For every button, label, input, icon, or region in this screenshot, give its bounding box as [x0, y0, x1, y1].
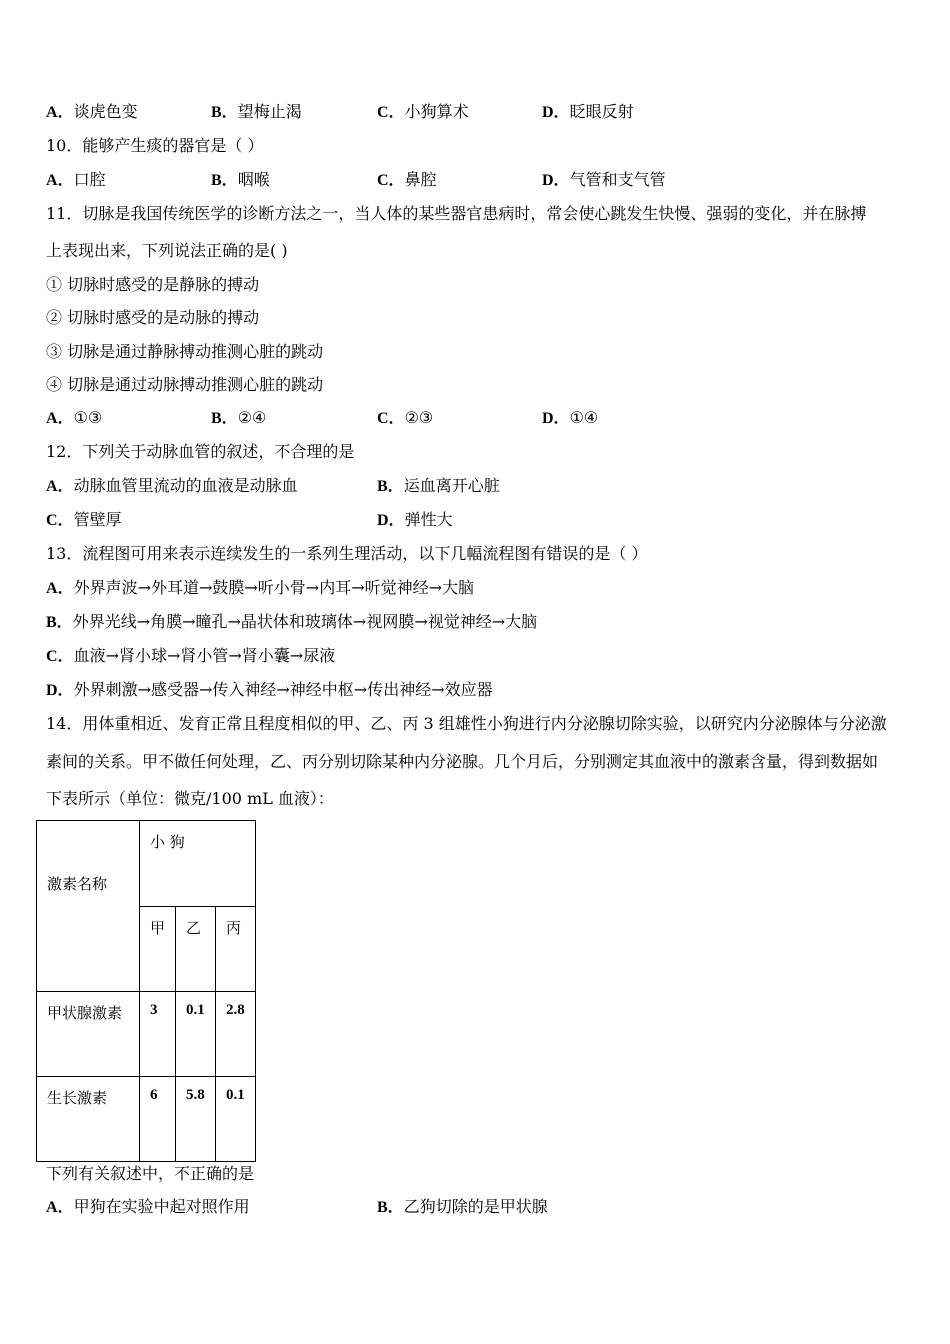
- q11-statement-2: ② 切脉时感受的是动脉的搏动: [46, 308, 260, 327]
- q11-option-b-text: ②④: [237, 408, 267, 427]
- row-thyroid-name: 甲状腺激素: [47, 1004, 123, 1022]
- q14-option-a[interactable]: [46, 1197, 250, 1218]
- q12-option-c-text: 管壁厚: [73, 510, 122, 529]
- q12-option-d[interactable]: [377, 510, 453, 531]
- table-subheader-yi: 乙: [186, 918, 202, 937]
- table-header-group-text: 小 狗: [150, 833, 185, 851]
- row-growth-bing: 0.1: [226, 1087, 245, 1103]
- q10-option-c[interactable]: [377, 170, 437, 191]
- q9-option-c[interactable]: [377, 102, 469, 123]
- q11-option-b-letter: B．: [211, 410, 238, 427]
- q12-stem: 12．下列关于动脉血管的叙述，不合理的是: [46, 442, 355, 461]
- q9-option-d-letter: D．: [542, 104, 570, 121]
- row-thyroid-jia: 3: [150, 1002, 158, 1018]
- q12-option-b-letter: B．: [377, 478, 404, 495]
- table-cell: [37, 992, 140, 1077]
- table-subheader-cell: [176, 906, 216, 992]
- q13-stem: 13．流程图可用来表示连续发生的一系列生理活动，以下几幅流程图有错误的是（ ）: [46, 544, 648, 563]
- q13-option-c-letter: C．: [46, 648, 74, 665]
- q10-stem: 10．能够产生痰的器官是（ ）: [46, 136, 264, 155]
- q12-option-c-letter: C．: [46, 512, 74, 529]
- q13-option-a-text: 外界声波→外耳道→鼓膜→听小骨→内耳→听觉神经→大脑: [73, 578, 475, 597]
- row-thyroid-yi: 0.1: [186, 1002, 205, 1018]
- q10-option-d[interactable]: [542, 170, 666, 191]
- q10-option-a[interactable]: [46, 170, 106, 191]
- q11-option-c-letter: C．: [377, 410, 405, 427]
- table-header-hormone-name-text: 激素名称: [47, 875, 108, 893]
- q10-option-b-text: 咽喉: [237, 170, 270, 189]
- q14-stem-line3: 下表所示（单位：微克/100 mL 血液）：: [46, 789, 334, 808]
- hormone-table: [36, 820, 256, 1162]
- table-subheader-bing: 丙: [226, 918, 242, 937]
- q13-option-b-text: 外界光线→角膜→瞳孔→晶状体和玻璃体→视网膜→视觉神经→大脑: [72, 612, 538, 631]
- table-cell: [176, 1077, 216, 1162]
- q12-option-d-text: 弹性大: [404, 510, 453, 529]
- q12-option-b-text: 运血离开心脏: [403, 476, 500, 495]
- q9-option-a-text: 谈虎色变: [73, 102, 138, 121]
- q9-option-a-letter: A．: [46, 104, 74, 121]
- q13-option-c-text: 血液→肾小球→肾小管→肾小囊→尿液: [73, 646, 336, 665]
- q13-option-a-letter: A．: [46, 580, 74, 597]
- q13-option-a[interactable]: [46, 578, 474, 599]
- q10-option-c-letter: C．: [377, 172, 405, 189]
- q9-option-d[interactable]: [542, 102, 634, 123]
- table-row: [37, 1077, 256, 1162]
- q11-option-a-text: ①③: [73, 408, 103, 427]
- q9-option-c-text: 小狗算术: [404, 102, 469, 121]
- q9-option-d-text: 眨眼反射: [569, 102, 634, 121]
- q14-option-b[interactable]: [377, 1197, 548, 1218]
- q9-option-b-text: 望梅止渴: [237, 102, 302, 121]
- q9-option-b-letter: B．: [211, 104, 238, 121]
- q11-option-b[interactable]: [211, 408, 266, 429]
- q11-statement-3: ③ 切脉是通过静脉搏动推测心脏的跳动: [46, 342, 324, 361]
- table-subheader-cell: [216, 906, 256, 992]
- row-growth-name: 生长激素: [47, 1089, 108, 1107]
- table-header-group: [140, 821, 256, 907]
- table-header-row: [37, 821, 256, 907]
- q9-option-b[interactable]: [211, 102, 302, 123]
- q14-option-b-letter: B．: [377, 1199, 404, 1216]
- q13-option-d-letter: D．: [46, 682, 74, 699]
- q11-stem-line2: 上表现出来，下列说法正确的是( ): [46, 241, 288, 260]
- q13-option-b[interactable]: [46, 612, 537, 633]
- q11-stem-line1: 11．切脉是我国传统医学的诊断方法之一，当人体的某些器官患病时，常会使心跳发生快慢、强弱的变化，并在脉搏: [46, 204, 867, 223]
- q13-option-d-text: 外界刺激→感受器→传入神经→神经中枢→传出神经→效应器: [73, 680, 493, 699]
- q10-option-a-letter: A．: [46, 172, 74, 189]
- q14-option-a-letter: A．: [46, 1199, 74, 1216]
- q10-option-d-text: 气管和支气管: [569, 170, 666, 189]
- table-subheader-jia: 甲: [150, 918, 166, 937]
- q10-option-b-letter: B．: [211, 172, 238, 189]
- q10-option-c-text: 鼻腔: [404, 170, 437, 189]
- q13-option-b-letter: B．: [46, 614, 73, 631]
- q12-option-a[interactable]: [46, 476, 298, 497]
- q13-option-c[interactable]: [46, 646, 335, 667]
- q9-option-a[interactable]: [46, 102, 138, 123]
- q14-stem-line1: 14．用体重相近、发育正常且程度相似的甲、乙、丙 3 组雄性小狗进行内分泌腺切除实验，以研究内分泌腺体与分泌激: [46, 714, 887, 733]
- table-cell: [37, 1077, 140, 1162]
- table-cell: [216, 992, 256, 1077]
- q11-option-c-text: ②③: [404, 408, 434, 427]
- q12-option-a-text: 动脉血管里流动的血液是动脉血: [73, 476, 298, 495]
- table-cell: [216, 1077, 256, 1162]
- q14-stem-line2: 素间的关系。甲不做任何处理，乙、丙分别切除某种内分泌腺。几个月后，分别测定其血液中的激素含量，得到数据如: [46, 752, 879, 771]
- q11-statement-4: ④ 切脉是通过动脉搏动推测心脏的跳动: [46, 375, 324, 394]
- q14-after-table: 下列有关叙述中，不正确的是: [46, 1164, 255, 1183]
- q13-option-d[interactable]: [46, 680, 493, 701]
- q11-option-d-letter: D．: [542, 410, 570, 427]
- q12-option-d-letter: D．: [377, 512, 405, 529]
- q10-option-b[interactable]: [211, 170, 270, 191]
- q12-option-a-letter: A．: [46, 478, 74, 495]
- q11-option-a-letter: A．: [46, 410, 74, 427]
- table-cell: [140, 1077, 176, 1162]
- q11-option-c[interactable]: [377, 408, 433, 429]
- row-growth-yi: 5.8: [186, 1087, 205, 1103]
- table-row: [37, 992, 256, 1077]
- table-cell: [176, 992, 216, 1077]
- table-cell: [140, 992, 176, 1077]
- q10-option-d-letter: D．: [542, 172, 570, 189]
- q11-option-d-text: ①④: [569, 408, 599, 427]
- q12-option-b[interactable]: [377, 476, 500, 497]
- q11-statement-1: ① 切脉时感受的是静脉的搏动: [46, 275, 260, 294]
- q9-option-c-letter: C．: [377, 104, 405, 121]
- q14-option-b-text: 乙狗切除的是甲状腺: [403, 1197, 548, 1216]
- table-header-hormone-name: [37, 821, 140, 992]
- q11-option-d[interactable]: [542, 408, 598, 429]
- table-subheader-cell: [140, 906, 176, 992]
- q11-option-a[interactable]: [46, 408, 102, 429]
- q14-option-a-text: 甲狗在实验中起对照作用: [73, 1197, 250, 1216]
- q12-option-c[interactable]: [46, 510, 122, 531]
- q10-option-a-text: 口腔: [73, 170, 106, 189]
- row-growth-jia: 6: [150, 1087, 158, 1103]
- row-thyroid-bing: 2.8: [226, 1002, 245, 1018]
